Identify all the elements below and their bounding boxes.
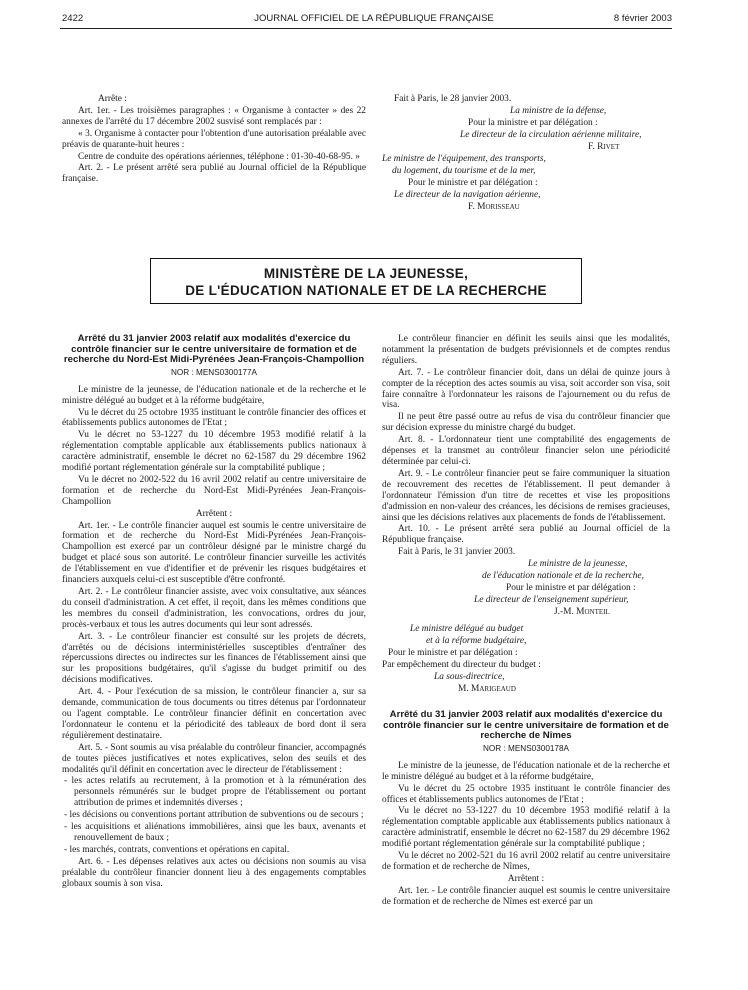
preamble-ministers-2: Le ministre de la jeunesse, de l'éducation nationale et de la recherche et le ministre délégué au budget et à la réforme budgétaire, — [382, 760, 670, 782]
visa-1953: Vu le décret no 53-1227 du 10 décembre 1953 modifié relatif à la réglementation comptable applicable aux établissements publics nationaux à caractère administratif, ensemble le décret no 62-1587 du 29 décembre 1962 modifié portant réglementation générale sur la comptabilité publique ; — [62, 430, 366, 474]
minister-line-b: de l'éducation nationale et de la recherche, — [482, 571, 644, 582]
arretent-label-2: Arrêtent : — [507, 873, 545, 884]
quote-paragraph: « 3. Organisme à contacter pour l'obtention d'une autorisation préalable avec préavis de quarante-huit heures : — [62, 128, 366, 150]
article-9: Art. 9. - Le contrôleur financier peut se faire communiquer la situation de recouvrement des recettes de l'établissement. Il peut demander à l'ordonnateur l'émission d'un titre de recettes et vise les propositions d'admission en non-valeur des créances, les décisions de remises gracieuses, ainsi que les décisions relatives aux placements de fonds de l'établissement. — [382, 468, 670, 523]
nor-reference-1: NOR : MENS0300177A — [170, 367, 257, 377]
signatory-name: J.-M. Monteil — [554, 607, 610, 618]
decree-title-2: Arrêté du 31 janvier 2003 relatif aux modalités d'exercice du contrôle financier sur le centre universitaire de formation et de recherche de Nîmes — [383, 709, 669, 742]
director-title: Le directeur de l'enseignement supérieur, — [474, 595, 629, 606]
top-right-signatures — [382, 94, 670, 214]
list-item: - les décisions ou conventions portant attribution de subventions ou de secours ; — [64, 810, 364, 821]
nor-reference-2: NOR : MENS0300178A — [482, 743, 569, 753]
article-8: Art. 8. - L'ordonnateur tient une comptabilité des engagements de dépenses et la transmet au contrôleur financier selon une périodicité déterminée par celui-ci. — [382, 435, 670, 467]
publication-date: 8 février 2003 — [613, 13, 672, 24]
signatory-name: F. Rivet — [588, 142, 620, 152]
delegation-line: Pour le ministre et par délégation : — [506, 583, 636, 594]
left-column — [62, 334, 366, 890]
arrete-label: Arrête : — [98, 94, 127, 104]
visa-2002: Vu le décret no 2002-522 du 16 avril 2002 relatif au centre universitaire de formation et de recherche du Nord-Est Midi-Pyrénées Jean-François-Champollion — [62, 474, 366, 507]
empechement-line: Par empêchement du directeur du budget : — [382, 660, 541, 671]
article-2: Art. 2. - Le contrôleur financier assiste, avec voix consultative, aux séances du conseil d'administration. A cet effet, il reçoit, dans les mêmes conditions que les membres du conseil d'administration, les convocations, ordres du jour, procès-verbaux et tous les autres documents qui leur sont adressés. — [62, 587, 366, 630]
minister-2-line-a: Le ministre de l'équipement, des transports, — [382, 154, 546, 164]
delegation-line-2: Pour le ministre et par délégation : — [408, 178, 538, 188]
delegue-line-a: Le ministre délégué au budget — [410, 624, 524, 635]
sous-directrice: La sous-directrice, — [434, 672, 505, 683]
signatory-name-2: M. Marigeaud — [458, 684, 516, 695]
article-7: Art. 7. - Le contrôleur financier doit, dans un délai de quinze jours à compter de la réception des actes soumis au visa, soit accorder son visa, soit faire connaître à l'ordonnateur les raisons de l'ajournement ou du refus de visa. — [382, 367, 670, 411]
top-left-block — [62, 94, 366, 186]
decree-title-1: Arrêté du 31 janvier 2003 relatif aux modalités d'exercice du contrôle financier sur le centre universitaire de formation et de recherche du Nord-Est Midi-Pyrénées Jean-François-Champollion — [63, 333, 365, 366]
signatory-role: La ministre de la défense, — [510, 106, 607, 116]
director-title: Le directeur de la circulation aérienne militaire, — [460, 130, 642, 140]
visa-1953-2: Vu le décret no 53-1227 du 10 décembre 1953 modifié relatif à la réglementation comptable applicable aux établissements publics nationaux à caractère administratif, ensemble le décret no 62-1587 du 29 décembre 1962 modifié portant réglementation générale sur la comptabilité publique ; — [382, 806, 670, 850]
signature-block-2 — [382, 559, 670, 695]
preamble-ministers: Le ministre de la jeunesse, de l'éducation nationale et de la recherche et le ministre délégué au budget et à la réforme budgétaire, — [62, 384, 366, 406]
fait-a-paris-2: Fait à Paris, le 31 janvier 2003. — [398, 547, 516, 558]
header-rule — [60, 28, 672, 29]
refus-visa-paragraph: Il ne peut être passé outre au refus de visa du contrôleur financier que sur décision expresse du ministre chargé du budget. — [382, 412, 670, 434]
signatory-name-2: F. Morisseau — [468, 202, 520, 212]
article-5: Art. 5. - Sont soumis au visa préalable du contrôleur financier, accompagnés de toutes pièces justificatives et notes explicatives, selon des seuils et des modalités qu'il définit en concertation avec le directeur de l'établissement : — [62, 742, 366, 775]
ministry-heading-box — [150, 258, 582, 304]
page-number: 2422 — [62, 13, 84, 24]
visa-1935: Vu le décret du 25 octobre 1935 instituant le contrôle financier des offices et établissements publics autonomes de l'Etat ; — [62, 407, 366, 429]
right-column — [382, 334, 670, 909]
director-title-2: Le directeur de la navigation aérienne, — [394, 190, 541, 200]
article-4: Art. 4. - Pour l'exécution de sa mission, le contrôleur financier a, sur sa demande, communication de tous documents ou titres détenus par l'ordonnateur ou l'agent comptable. Le contrôleur financier définit en concertation avec l'ordonnateur le contenu et la périodicité des tableaux de bord dont il sera régulièrement destinataire. — [62, 687, 366, 741]
fait-a-paris: Fait à Paris, le 28 janvier 2003. — [394, 94, 512, 104]
visa-2002-2: Vu le décret no 2002-521 du 16 avril 2002 relatif au centre universitaire de formation et de recherche de Nîmes, — [382, 851, 670, 872]
ministry-line-2: DE L'ÉDUCATION NATIONALE ET DE LA RECHERCHE — [185, 283, 547, 298]
article-1: Art. 1er. - Le contrôle financier auquel est soumis le centre universitaire de formation et de recherche du Nord-Est Midi-Pyrénées Jean-François-Champollion est exercé par un contrôleur désigné par le ministre chargé du budget et placé sous son autorité. Le contrôleur financier surveille les activités de l'établissement en vue d'identifier et de prévenir les risques budgétaires et financiers auxquels celui-ci est susceptible d'être confronté. — [62, 520, 366, 586]
minister-line-a: Le ministre de la jeunesse, — [528, 559, 628, 570]
list-item: - les acquisitions et aliénations immobilières, ainsi que les baux, avenants et renouvellement de baux ; — [64, 822, 366, 843]
article-10: Art. 10. - Le présent arrêté sera publié au Journal officiel de la République française. — [382, 524, 670, 546]
article-1-second: Art. 1er. - Le contrôle financier auquel est soumis le centre universitaire de formation et de recherche de Nîmes est exercé par un — [382, 885, 670, 907]
delegation-line-2: Pour le ministre et par délégation : — [388, 648, 518, 659]
article-6: Art. 6. - Les dépenses relatives aux actes ou décisions non soumis au visa préalable du contrôleur financier donnent lieu à des engagements comptables globaux soumis à son visa. — [62, 856, 366, 889]
arretent-label: Arrêtent : — [195, 508, 233, 519]
article-2: Art. 2. - Le présent arrêté sera publié au Journal officiel de la République française. — [62, 163, 366, 185]
article-1: Art. 1er. - Les troisièmes paragraphes : « Organisme à contacter » des 22 annexes de l'arrêté du 17 décembre 2002 susvisé sont remplacés par : — [62, 105, 366, 127]
delegue-line-b: et à la réforme budgétaire, — [426, 636, 527, 647]
minister-2-line-b: du logement, du tourisme et de la mer, — [392, 166, 536, 176]
visa-1935-2: Vu le décret du 25 octobre 1935 instituant le contrôle financier des offices et établissements publics autonomes de l'Etat ; — [382, 783, 670, 805]
delegation-line: Pour la ministre et par délégation : — [468, 118, 598, 128]
article-3: Art. 3. - Le contrôleur financier est consulté sur les projets de décrets, d'arrêtés ou de décisions interministérielles susceptibles d'entraîner des répercussions directes ou indirectes sur les finances de l'établissement ainsi que sur les propositions budgétaires, qu'il s'agisse du budget primitif ou des décisions modificatives. — [62, 631, 366, 686]
list-item: - les actes relatifs au recrutement, à la promotion et à la rémunération des personnels rémunérés sur le budget propre de l'établissement ou portant attribution de primes et indemnités diverses ; — [64, 776, 366, 809]
ministry-line-1: MINISTÈRE DE LA JEUNESSE, — [263, 266, 469, 281]
list-item: - les marchés, contrats, conventions et opérations en capital. — [64, 844, 290, 855]
journal-title: JOURNAL OFFICIEL DE LA RÉPUBLIQUE FRANÇAISE — [254, 13, 494, 24]
seuils-paragraph: Le contrôleur financier en définit les seuils ainsi que les modalités, notamment la présentation de budgets prévisionnels et de comptes rendus réguliers. — [382, 334, 670, 366]
centre-paragraph: Centre de conduite des opérations aériennes, téléphone : 01-30-40-68-95. » — [78, 151, 360, 162]
